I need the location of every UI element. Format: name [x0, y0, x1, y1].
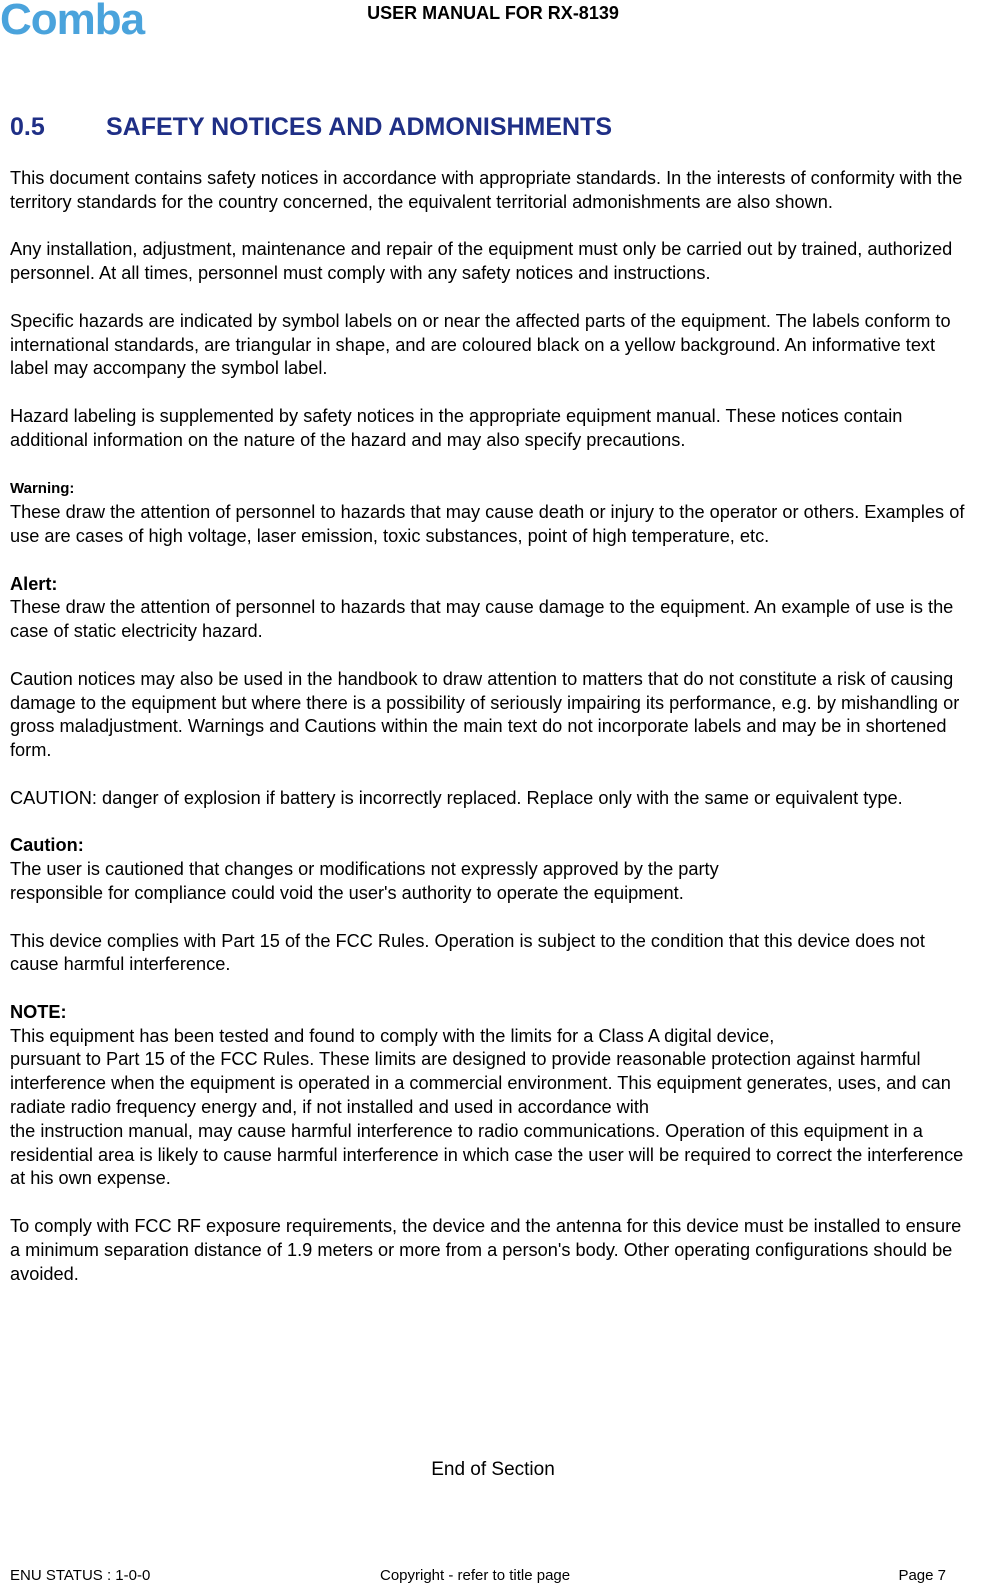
document-header-title: USER MANUAL FOR RX-8139: [367, 3, 619, 23]
alert-label: Alert:: [10, 573, 58, 594]
end-of-section: End of Section: [431, 1459, 555, 1480]
paragraph-caution-notices: Caution notices may also be used in the handbook to draw attention to matters that do not constitute a risk of causing damage to the equipment but where there is a possibility of seriously impairing its performance, e.g. by mishandling or gross maladjustment. Warnings and Cautions within the main text do not incorporate labels and may be in shortened form.: [10, 668, 960, 761]
warning-label: Warning:: [10, 480, 75, 498]
footer-copyright: Copyright - refer to title page: [380, 1567, 571, 1584]
alert-block: [10, 573, 976, 644]
caution-block: [10, 834, 976, 905]
paragraph-fcc-part15: This device complies with Part 15 of the FCC Rules. Operation is subject to the condition that this device does not cause harmful interference.: [10, 930, 925, 975]
caution-label: Caution:: [10, 835, 84, 856]
note-text-line2: pursuant to Part 15 of the FCC Rules. These limits are designed to provide reasonable protection against harmful interference when the equipment is operated in a commercial environment. This equipment generates, uses, and can radiate radio frequency energy and, if not installed and used in accordance with: [10, 1049, 951, 1118]
section-heading: [10, 112, 612, 142]
note-text-line3: the instruction manual, may cause harmful interference to radio communications. Operation of this equipment in a residential area is likely to cause harmful interference in which case the user will be required to correct the interference at his own expense.: [10, 1120, 964, 1189]
note-label: NOTE:: [10, 1001, 67, 1022]
footer-page-number: Page 7: [898, 1567, 946, 1584]
document-body: [10, 167, 976, 1310]
footer-status: ENU STATUS : 1-0-0: [10, 1567, 151, 1584]
caution-text-line2: responsible for compliance could void the user's authority to operate the equipment.: [10, 882, 684, 903]
paragraph-personnel: Any installation, adjustment, maintenance and repair of the equipment must only be carried out by trained, authorized personnel. At all times, personnel must comply with any safety notices and instructions.: [10, 239, 953, 284]
note-block: [10, 1001, 976, 1191]
logo-text: Comba: [0, 0, 145, 40]
alert-text: These draw the attention of personnel to hazards that may cause damage to the equipment. An example of use is the case of static electricity hazard.: [10, 597, 954, 642]
caution-text-line1: The user is cautioned that changes or modifications not expressly approved by the party: [10, 859, 719, 880]
warning-text: These draw the attention of personnel to hazards that may cause death or injury to the operator or others. Examples of use are cases of high voltage, laser emission, toxic substances, point of high temperature, etc.: [10, 502, 965, 546]
paragraph-standards: This document contains safety notices in accordance with appropriate standards. In the interests of conformity with the territory standards for the country concerned, the equivalent territorial admonishments are also shown.: [10, 168, 963, 212]
paragraph-battery-caution: CAUTION: danger of explosion if battery is incorrectly replaced. Replace only with the same or equivalent type.: [10, 787, 903, 808]
paragraph-hazard-symbols: Specific hazards are indicated by symbol labels on or near the affected parts of the equipment. The labels conform to international standards, are triangular in shape, and are coloured black on a yellow background. An informative text label may accompany the symbol label.: [10, 310, 951, 379]
section-number: 0.5: [10, 113, 45, 141]
section-title: SAFETY NOTICES AND ADMONISHMENTS: [106, 113, 613, 141]
paragraph-hazard-labeling: Hazard labeling is supplemented by safety notices in the appropriate equipment manual. These notices contain additional information on the nature of the hazard and may also specify precautions.: [10, 405, 903, 450]
note-text-line1: This equipment has been tested and found to comply with the limits for a Class A digital device,: [10, 1025, 775, 1046]
warning-block: [10, 476, 976, 548]
paragraph-rf-exposure: To comply with FCC RF exposure requirements, the device and the antenna for this device must be installed to ensure a minimum separation distance of 1.9 meters or more from a person's body. Other operating configurations should be avoided.: [10, 1216, 962, 1284]
